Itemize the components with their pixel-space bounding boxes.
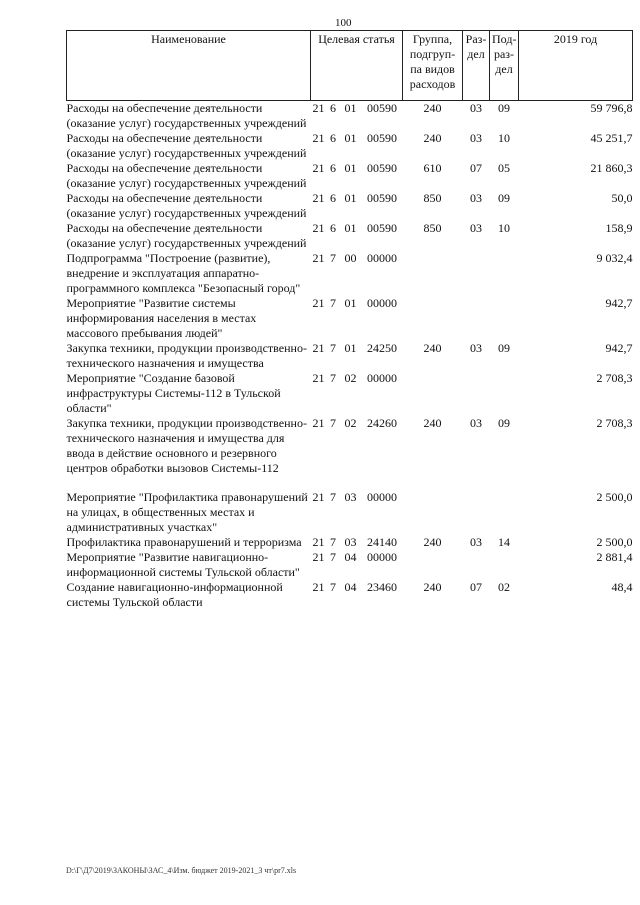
amount-2019: 21 860,3	[590, 161, 633, 175]
row-name: Подпрограмма "Построение (развитие), внедрение и эксплуатация аппаратно-программного комплекса "Безопасный город"	[66, 251, 301, 295]
expense-group: 240	[423, 131, 442, 145]
subsection-code: 09	[498, 416, 511, 430]
table-row	[67, 371, 633, 416]
row-name: Профилактика правонарушений и терроризма	[66, 535, 302, 549]
target-code-2: 7	[330, 550, 336, 564]
section-code	[463, 490, 490, 535]
section-code: 03	[470, 191, 483, 205]
expense-group: 850	[423, 221, 442, 235]
target-code-4: 00000	[367, 251, 397, 265]
target-code-1: 21	[312, 580, 325, 594]
section-code: 03	[470, 221, 483, 235]
amount-2019: 2 708,3	[596, 371, 633, 385]
section-code: 03	[470, 416, 483, 430]
section-code: 03	[470, 341, 483, 355]
subsection-code: 05	[498, 161, 511, 175]
header-section: Раз-дел	[463, 31, 490, 101]
target-code-2: 7	[330, 490, 336, 504]
target-code-2: 7	[330, 535, 336, 549]
table-row	[67, 251, 633, 296]
header-name: Наименование	[67, 31, 311, 101]
header-row	[67, 31, 633, 101]
target-code-3: 01	[344, 131, 357, 145]
expense-group	[403, 550, 463, 580]
row-name: Мероприятие "Профилактика правонарушений на улицах, в общественных местах и административных участках"	[66, 490, 308, 534]
expense-group	[403, 371, 463, 416]
target-code-4: 00590	[367, 131, 397, 145]
amount-2019: 9 032,4	[596, 251, 633, 265]
budget-table-container	[66, 30, 632, 610]
target-code-1: 21	[312, 221, 325, 235]
section-code: 07	[470, 161, 483, 175]
page-number: 100	[335, 17, 352, 29]
target-code-4: 00590	[367, 161, 397, 175]
section-code	[463, 296, 490, 341]
target-code-1: 21	[312, 296, 325, 310]
section-code: 03	[470, 101, 483, 115]
table-row	[67, 535, 633, 550]
target-code-4: 00000	[367, 296, 397, 310]
target-code-1: 21	[312, 161, 325, 175]
target-code-2: 6	[330, 221, 336, 235]
amount-2019: 59 796,8	[590, 101, 633, 115]
row-name: Расходы на обеспечение деятельности (оказание услуг) государственных учреждений	[66, 161, 307, 190]
table-body	[67, 101, 633, 611]
subsection-code	[490, 490, 519, 535]
expense-group: 850	[423, 191, 442, 205]
amount-2019: 942,7	[605, 341, 633, 355]
row-name: Мероприятие "Развитие системы информирования населения в местах массового пребывания людей"	[66, 296, 257, 340]
target-code-1: 21	[312, 371, 325, 385]
expense-group: 240	[423, 101, 442, 115]
amount-2019: 2 500,0	[596, 490, 633, 504]
target-code-1: 21	[312, 101, 325, 115]
table-row	[67, 161, 633, 191]
target-code-3: 01	[344, 101, 357, 115]
subsection-code: 14	[498, 535, 511, 549]
expense-group: 240	[423, 416, 442, 430]
target-code-3: 03	[344, 490, 357, 504]
spacer-cell	[67, 476, 633, 490]
subsection-code: 09	[498, 191, 511, 205]
row-name: Мероприятие "Развитие навигационно-информационной системы Тульской области"	[66, 550, 300, 579]
table-row	[67, 341, 633, 371]
footer-file-path: D:\Г\Д7\2019\ЗАКОНЫ\ЗАС_4\Изм. бюджет 2019-2021_3 чт\pr7.xls	[66, 866, 297, 875]
target-code-4: 00590	[367, 191, 397, 205]
target-code-2: 6	[330, 131, 336, 145]
target-code-3: 01	[344, 191, 357, 205]
expense-group: 240	[423, 341, 442, 355]
target-code-2: 6	[330, 101, 336, 115]
amount-2019: 2 500,0	[596, 535, 633, 549]
row-name: Расходы на обеспечение деятельности (оказание услуг) государственных учреждений	[66, 101, 307, 130]
expense-group	[403, 490, 463, 535]
table-row	[67, 550, 633, 580]
table-row	[67, 296, 633, 341]
target-code-4: 24140	[367, 535, 397, 549]
table-row	[67, 221, 633, 251]
row-name: Создание навигационно-информационной системы Тульской области	[66, 580, 283, 609]
section-code	[463, 371, 490, 416]
section-code: 03	[470, 131, 483, 145]
target-code-4: 00000	[367, 371, 397, 385]
amount-2019: 942,7	[605, 296, 633, 310]
spacer-row	[67, 476, 633, 490]
row-name: Расходы на обеспечение деятельности (оказание услуг) государственных учреждений	[66, 191, 307, 220]
target-code-3: 01	[344, 221, 357, 235]
table-row	[67, 191, 633, 221]
target-code-3: 03	[344, 535, 357, 549]
row-name: Расходы на обеспечение деятельности (оказание услуг) государственных учреждений	[66, 131, 307, 160]
target-code-1: 21	[312, 191, 325, 205]
target-code-4: 24260	[367, 416, 397, 430]
expense-group: 240	[423, 580, 442, 594]
subsection-code	[490, 251, 519, 296]
target-code-3: 02	[344, 416, 357, 430]
expense-group	[403, 296, 463, 341]
target-code-3: 04	[344, 550, 357, 564]
target-code-3: 01	[344, 341, 357, 355]
amount-2019: 2 881,4	[596, 550, 633, 564]
target-code-3: 04	[344, 580, 357, 594]
target-code-4: 00590	[367, 101, 397, 115]
section-code	[463, 550, 490, 580]
target-code-2: 6	[330, 191, 336, 205]
row-name: Расходы на обеспечение деятельности (оказание услуг) государственных учреждений	[66, 221, 307, 250]
target-code-2: 7	[330, 580, 336, 594]
target-code-1: 21	[312, 251, 325, 265]
target-code-1: 21	[312, 416, 325, 430]
amount-2019: 48,4	[611, 580, 633, 594]
target-code-1: 21	[312, 341, 325, 355]
table-row	[67, 580, 633, 610]
amount-2019: 2 708,3	[596, 416, 633, 430]
target-code-3: 01	[344, 161, 357, 175]
target-code-4: 24250	[367, 341, 397, 355]
target-code-4: 23460	[367, 580, 397, 594]
row-name: Закупка техники, продукции производственно-технического назначения и имущества для ввода в действие основного и резервного центров обработки вызовов Системы-112	[66, 416, 307, 475]
subsection-code	[490, 371, 519, 416]
target-code-1: 21	[312, 535, 325, 549]
target-code-4: 00000	[367, 490, 397, 504]
header-subsection: Под-раз-дел	[490, 31, 519, 101]
target-code-3: 00	[344, 251, 357, 265]
table-row	[67, 490, 633, 535]
subsection-code: 10	[498, 131, 511, 145]
expense-group: 610	[423, 161, 442, 175]
expense-group	[403, 251, 463, 296]
section-code	[463, 251, 490, 296]
target-code-1: 21	[312, 550, 325, 564]
amount-2019: 158,9	[605, 221, 633, 235]
target-code-3: 01	[344, 296, 357, 310]
amount-2019: 50,0	[611, 191, 633, 205]
subsection-code: 02	[498, 580, 511, 594]
target-code-2: 6	[330, 161, 336, 175]
amount-2019: 45 251,7	[590, 131, 633, 145]
header-year: 2019 год	[519, 31, 633, 101]
section-code: 03	[470, 535, 483, 549]
table-row	[67, 101, 633, 132]
subsection-code: 09	[498, 101, 511, 115]
table-row	[67, 131, 633, 161]
subsection-code	[490, 296, 519, 341]
subsection-code: 10	[498, 221, 511, 235]
target-code-1: 21	[312, 490, 325, 504]
header-group: Группа, подгруп-па видов расходов	[403, 31, 463, 101]
table-row	[67, 416, 633, 476]
target-code-3: 02	[344, 371, 357, 385]
subsection-code	[490, 550, 519, 580]
target-code-2: 7	[330, 341, 336, 355]
header-target: Целевая статья	[311, 31, 403, 101]
row-name: Закупка техники, продукции производственно-технического назначения и имущества	[66, 341, 307, 370]
subsection-code: 09	[498, 341, 511, 355]
target-code-1: 21	[312, 131, 325, 145]
target-code-4: 00590	[367, 221, 397, 235]
section-code: 07	[470, 580, 483, 594]
target-code-2: 7	[330, 371, 336, 385]
row-name: Мероприятие "Создание базовой инфраструктуры Системы-112 в Тульской области"	[66, 371, 281, 415]
budget-table	[66, 30, 633, 610]
target-code-2: 7	[330, 416, 336, 430]
target-code-2: 7	[330, 296, 336, 310]
target-code-4: 00000	[367, 550, 397, 564]
expense-group: 240	[423, 535, 442, 549]
target-code-2: 7	[330, 251, 336, 265]
